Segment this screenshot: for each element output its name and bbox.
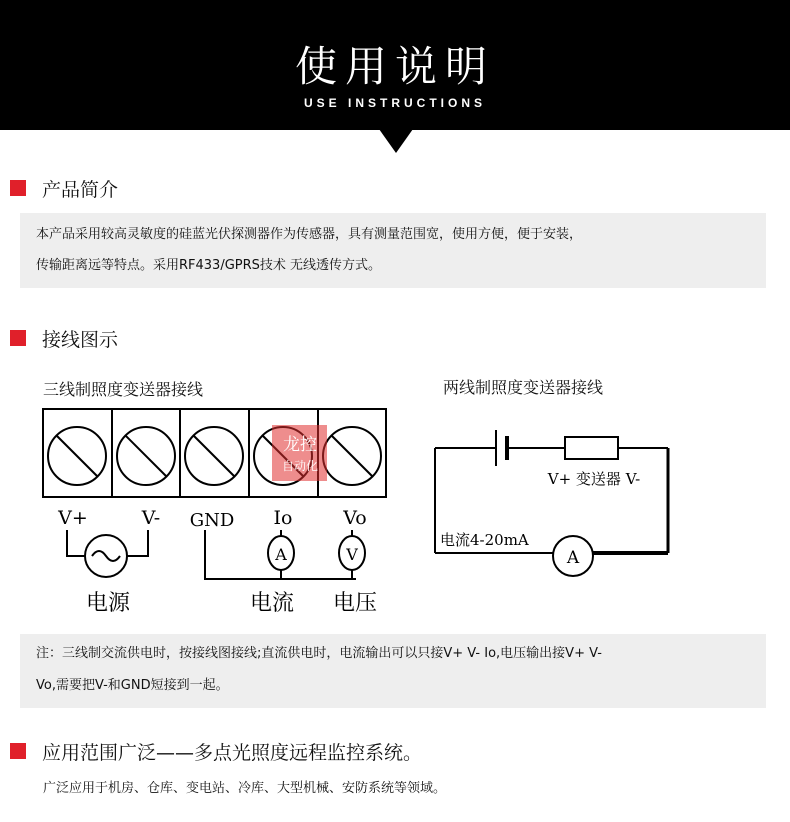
terminal-label-vminus: V- (141, 507, 161, 529)
terminal-label-io: Io (273, 507, 293, 529)
terminal-label-vo: Vo (343, 507, 367, 529)
three-wire-title: 三线制照度变送器接线 (43, 380, 204, 399)
application-text: 广泛应用于机房、仓库、变电站、冷库、大型机械、安防系统等领域。 (43, 781, 447, 796)
terminal-screw (48, 427, 106, 485)
note-line-2: Vo,需要把V-和GND短接到一起。 (36, 678, 229, 693)
intro-line-2: 传输距离远等特点。采用RF433/GPRS技术 无线透传方式。 (36, 258, 382, 273)
watermark-text-2: 自动化 (281, 459, 319, 473)
power-label: 电源 (85, 591, 131, 616)
red-square-icon (10, 743, 26, 759)
section-heading-application (10, 738, 422, 764)
watermark-text-1: 龙控 (283, 435, 317, 455)
terminal-screw (323, 427, 381, 485)
ammeter-icon (268, 536, 294, 570)
intro-line-1: 本产品采用较高灵敏度的硅蓝光伏探测器作为传感器，具有测量范围宽，使用方便，便于安装， (36, 227, 583, 242)
voltmeter-icon (339, 536, 365, 570)
two-wire-title: 两线制照度变送器接线 (443, 378, 604, 397)
section-title: 产品简介 (42, 178, 119, 201)
two-wire-circuit (435, 430, 668, 576)
two-wire-meter-letter: A (566, 548, 580, 568)
current-label: 电流 (249, 591, 295, 616)
section-title: 接线图示 (42, 328, 119, 351)
terminal-label-gnd: GND (189, 510, 235, 531)
ac-source-icon (85, 535, 127, 577)
terminal-label-vplus: V+ (58, 507, 88, 529)
voltmeter-letter: V (346, 545, 358, 564)
voltage-label: 电压 (332, 591, 378, 616)
two-wire-device-label: V+ 变送器 V- (547, 470, 641, 488)
note-box (20, 634, 766, 708)
ammeter-letter: A (275, 545, 287, 564)
transmitter-box (565, 437, 618, 459)
page-subtitle: USE INSTRUCTIONS (303, 96, 486, 110)
note-line-1: 注：三线制交流供电时，按接线图接线;直流供电时，电流输出可以只接V+ V- Io,电压输出接V+ V- (36, 646, 602, 661)
page-title: 使用说明 (294, 42, 495, 91)
section-title: 应用范围广泛——多点光照度远程监控系统。 (42, 741, 423, 764)
terminal-screw (117, 427, 175, 485)
two-wire-current-label: 电流4-20mA (440, 531, 529, 549)
terminal-screw (185, 427, 243, 485)
